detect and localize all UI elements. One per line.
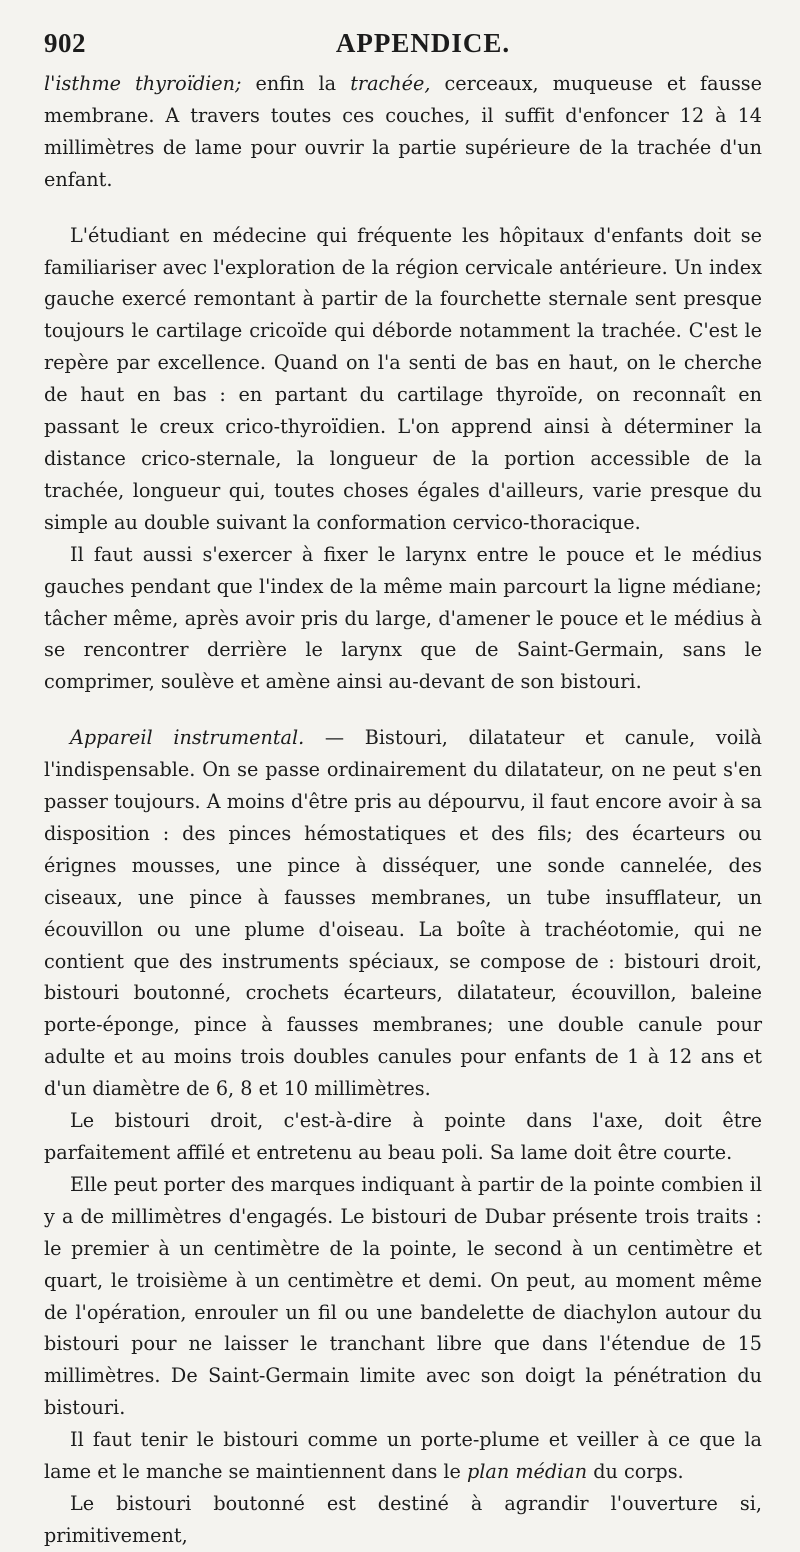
text-run: cerceaux, muqueuse et fausse membrane. A travers toutes ces couches, il suffit d'enfoncer 12 à 14 millimètres de lame pour ouvrir la partie supérieure de la trachée d'un enfant. <box>44 72 762 191</box>
paragraph <box>44 539 762 699</box>
paragraph <box>44 1488 762 1552</box>
body-text <box>44 68 762 1552</box>
text-run: Il faut tenir le bistouri comme un porte-plume et veiller à ce que la lame et le manche se maintiennent dans le <box>44 1428 762 1484</box>
paragraph <box>44 1169 762 1424</box>
section-heading: Appareil instrumental. <box>70 726 305 750</box>
paragraph <box>44 220 762 539</box>
text-run: L'étudiant en médecine qui fréquente les hôpitaux d'enfants doit se familiariser avec l'exploration de la région cervicale antérieure. Un index gauche exercé remontant à partir de la fourchette sternale sent presque toujours le cartilage cricoïde qui déborde notamment la trachée. C'est le repère par excellence. Quand on l'a senti de bas en haut, on le cherche de haut en bas : en partant du cartilage thyroïde, on reconnaît en passant le creux crico-thyroïdien. L'on apprend ainsi à déterminer la distance crico-sternale, la longueur de la portion accessible de la trachée, longueur qui, toutes choses égales d'ailleurs, varie presque du simple au double suivant la conformation cervico-thoracique. <box>44 223 762 534</box>
paragraph <box>44 1424 762 1488</box>
italic-term: trachée, <box>350 72 431 95</box>
page-number: 902 <box>44 28 86 58</box>
page-header <box>44 8 762 68</box>
text-run: Il faut aussi s'exercer à fixer le larynx entre le pouce et le médius gauches pendant que l'index de la même main parcourt la ligne médiane; tâcher même, après avoir pris du large, d'amener le pouce et le médius à se rencontrer derrière le larynx que de Saint-Germain, sans le comprimer, soulève et amène ainsi au-devant de son bistouri. <box>44 542 762 694</box>
text-run: enfin la <box>241 72 351 95</box>
text-run: Elle peut porter des marques indiquant à partir de la pointe combien il y a de millimètres d'engagés. Le bistouri de Dubar présente trois traits : le premier à un centimètre de la pointe, le second à un centimètre et quart, le troisième à un centimètre et demi. On peut, au moment même de l'opération, enrouler un fil ou une bandelette de diachylon autour du bistouri pour ne laisser le tranchant libre que dans l'étendue de 15 millimètres. De Saint-Germain limite avec son doigt la pénétration du bistouri. <box>44 1172 762 1420</box>
paragraph <box>44 1105 762 1169</box>
text-run: Le bistouri droit, c'est-à-dire à pointe dans l'axe, doit être parfaitement affilé et entretenu au beau poli. Sa lame doit être courte. <box>44 1109 762 1164</box>
text-run: du corps. <box>587 1460 684 1484</box>
paragraph <box>44 68 762 196</box>
running-head: APPENDICE. <box>335 28 511 58</box>
italic-term: l'isthme thyroïdien; <box>44 72 242 95</box>
text-run: — Bistouri, dilatateur et canule, voilà l'indispensable. On se passe ordinairement du dilatateur, on ne peut s'en passer toujours. A moins d'être pris au dépourvu, il faut encore avoir à sa disposition : des pinces hémostatiques et des fils; des écarteurs ou érignes mousses, une pince à disséquer, une sonde cannelée, des ciseaux, une pince à fausses membranes, un tube insufflateur, un écouvillon ou une plume d'oiseau. La boîte à trachéotomie, qui ne contient que des instruments spéciaux, se compose de : bistouri droit, bistouri boutonné, crochets écarteurs, dilatateur, écouvillon, baleine porte-éponge, pince à fausses membranes; une double canule pour adulte et au moins trois doubles canules pour enfants de 1 à 12 ans et d'un diamètre de 6, 8 et 10 millimètres. <box>44 726 762 1101</box>
italic-term: plan médian <box>467 1460 588 1484</box>
text-run: Le bistouri boutonné est destiné à agrandir l'ouverture si, primitivement, <box>44 1491 762 1547</box>
section-paragraph <box>44 722 762 1105</box>
